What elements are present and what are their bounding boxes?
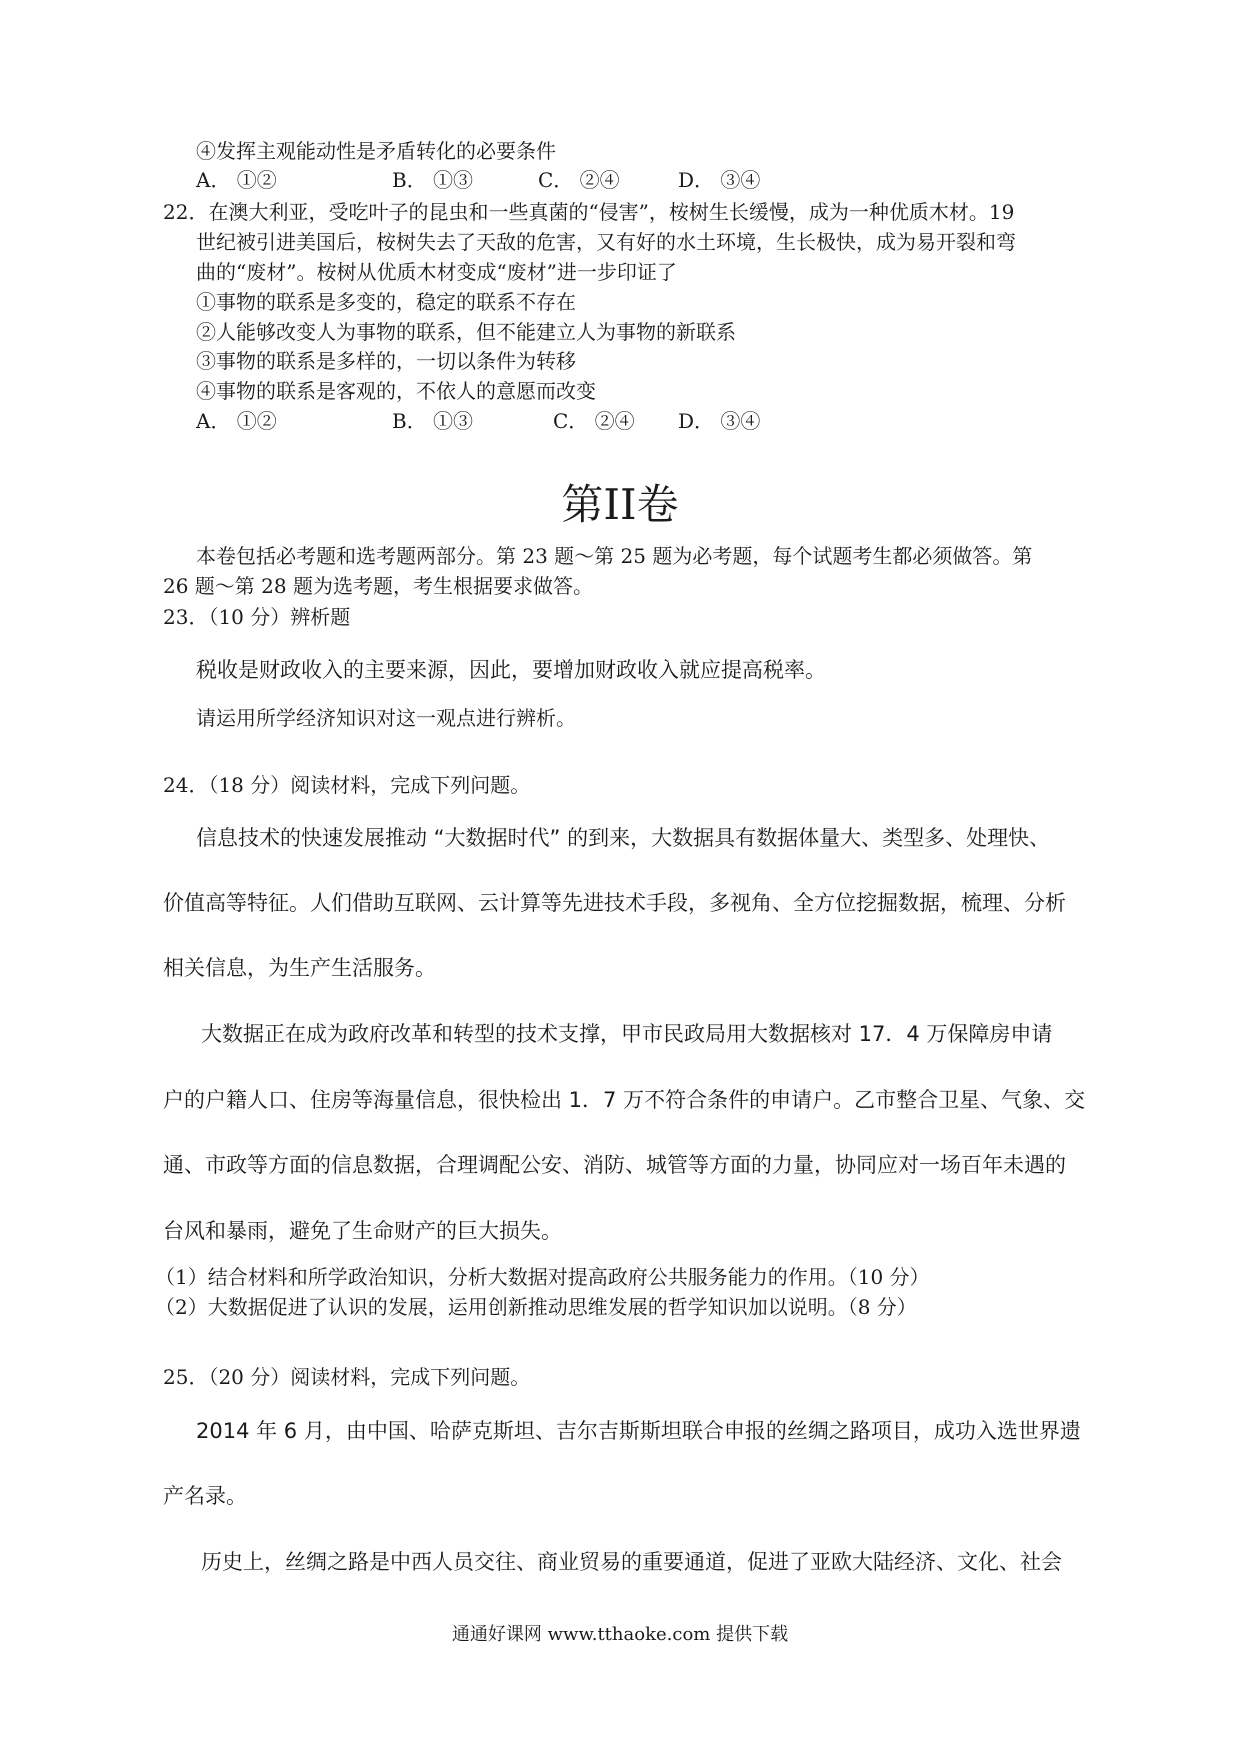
q23-instruction: 请运用所学经济知识对这一观点进行辨析。 xyxy=(196,706,576,730)
q24-para1-line-1: 信息技术的快速发展推动 “大数据时代” 的到来，大数据具有数据体量大、类型多、处理快、 xyxy=(196,826,1051,850)
q22-option-a: A． ①② xyxy=(196,409,277,433)
q24-header: 24．（18 分）阅读材料，完成下列问题。 xyxy=(163,773,531,797)
q21-options xyxy=(196,167,1096,193)
section-intro-line-1: 本卷包括必考题和选考题两部分。第 23 题～第 25 题为必考题，每个试题考生都必须做答。第 xyxy=(196,544,1033,568)
q22-item-1: ①事物的联系是多变的，稳定的联系不存在 xyxy=(196,290,576,314)
q25-header: 25．（20 分）阅读材料，完成下列问题。 xyxy=(163,1365,531,1389)
q23-header: 23．（10 分）辨析题 xyxy=(163,605,351,629)
q22-item-2: ②人能够改变人为事物的联系，但不能建立人为事物的新联系 xyxy=(196,320,736,344)
q22-item-4: ④事物的联系是客观的，不依人的意愿而改变 xyxy=(196,379,596,403)
q22-option-b: B． ①③ xyxy=(392,409,474,433)
q25-para2-line-1: 历史上，丝绸之路是中西人员交往、商业贸易的重要通道，促进了亚欧大陆经济、文化、社会 xyxy=(201,1550,1062,1574)
q24-para2-line-4: 台风和暴雨，避免了生命财产的巨大损失。 xyxy=(163,1219,562,1243)
q22-item-3: ③事物的联系是多样的，一切以条件为转移 xyxy=(196,349,576,373)
page-footer: 通通好课网 www.tthaoke.com 提供下载 xyxy=(451,1624,789,1645)
q24-para1-line-2: 价值高等特征。人们借助互联网、云计算等先进技术手段，多视角、全方位挖掘数据，梳理、分析 xyxy=(163,891,1066,915)
q24-subquestion-1: （1）结合材料和所学政治知识，分析大数据对提高政府公共服务能力的作用。（10 分） xyxy=(155,1265,930,1289)
q22-option-d: D． ③④ xyxy=(678,409,761,433)
q21-option-c: C． ②④ xyxy=(538,168,620,192)
q22-stem-line-2: 世纪被引进美国后，桉树失去了天敌的危害，又有好的水土环境，生长极快，成为易开裂和弯 xyxy=(196,230,1016,254)
q25-para1-line-2: 产名录。 xyxy=(163,1484,247,1508)
q24-para1-line-3: 相关信息，为生产生活服务。 xyxy=(163,956,436,980)
q22-options xyxy=(196,408,1096,434)
q21-option-a: A． ①② xyxy=(196,168,277,192)
q22-option-c: C． ②④ xyxy=(553,409,635,433)
q21-item-4: ④发挥主观能动性是矛盾转化的必要条件 xyxy=(196,139,556,163)
q24-para2-line-2: 户的户籍人口、住房等海量信息，很快检出 1．7 万不符合条件的申请户。乙市整合卫星、气象、交 xyxy=(163,1088,1086,1112)
q21-option-d: D． ③④ xyxy=(678,168,761,192)
q25-para1-line-1: 2014 年 6 月，由中国、哈萨克斯坦、吉尔吉斯斯坦联合申报的丝绸之路项目，成功入选世界遗 xyxy=(196,1419,1081,1443)
section-title: 第II卷 xyxy=(561,480,679,529)
q24-para2-line-1: 大数据正在成为政府改革和转型的技术支撑，甲市民政局用大数据核对 17．4 万保障房申请 xyxy=(201,1022,1053,1046)
q24-para2-line-3: 通、市政等方面的信息数据，合理调配公安、消防、城管等方面的力量，协同应对一场百年未遇的 xyxy=(163,1153,1066,1177)
q22-stem-line-1: 22．在澳大利亚，受吃叶子的昆虫和一些真菌的“侵害”，桉树生长缓慢，成为一种优质木材。19 xyxy=(163,200,1015,224)
section-intro-line-2: 26 题～第 28 题为选考题，考生根据要求做答。 xyxy=(163,574,593,598)
q24-subquestion-2: （2）大数据促进了认识的发展，运用创新推动思维发展的哲学知识加以说明。（8 分） xyxy=(155,1295,917,1319)
q21-option-b: B． ①③ xyxy=(392,168,474,192)
q22-stem-line-3: 曲的“废材”。桉树从优质木材变成“废材”进一步印证了 xyxy=(196,260,677,284)
q23-statement: 税收是财政收入的主要来源，因此，要增加财政收入就应提高税率。 xyxy=(196,658,826,682)
